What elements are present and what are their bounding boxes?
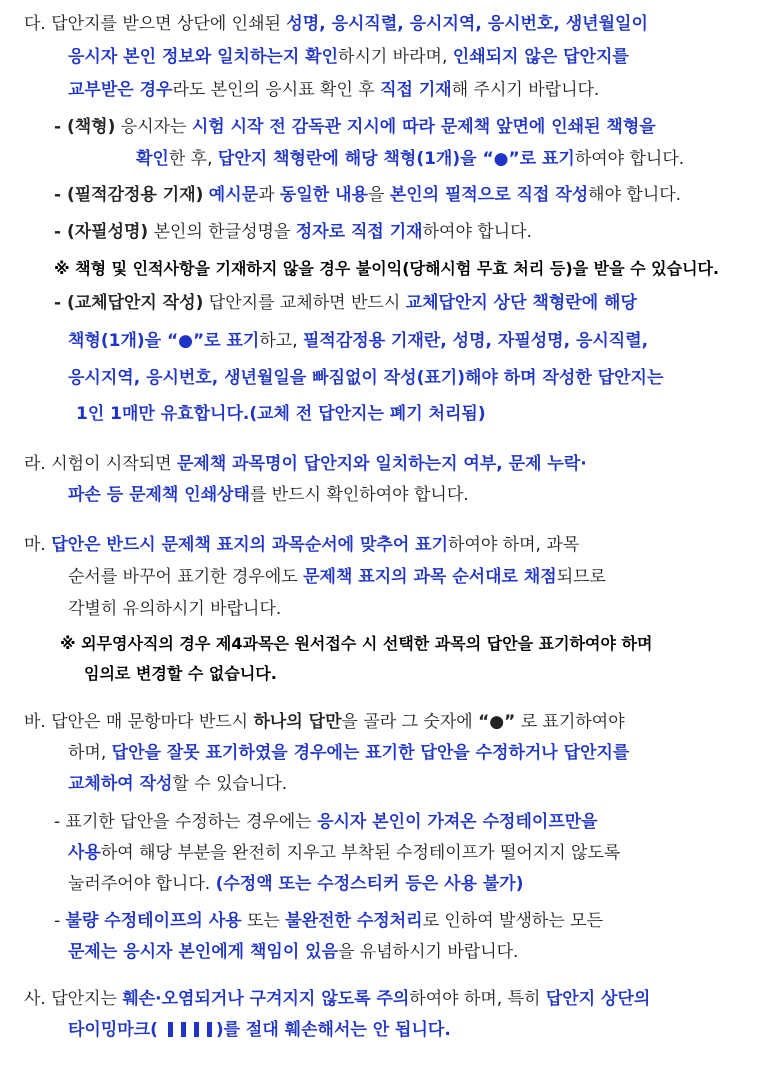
section-ra-line-2: 파손 등 문제책 인쇄상태를 반드시 확인하여야 합니다. bbox=[68, 485, 469, 505]
faulty-tape-item-line-1: - 불량 수정테이프의 사용 또는 불완전한 수정처리로 인하여 발생하는 모든 bbox=[54, 911, 603, 931]
item-marker: - (교체답안지 작성) bbox=[54, 293, 204, 313]
section-marker: 다. bbox=[24, 14, 46, 34]
section-marker: 마. bbox=[24, 535, 46, 555]
section-sa-line-1: 사. 답안지는 훼손·오염되거나 구겨지지 않도록 주의하여야 하며, 특히 답안지 상단의 bbox=[24, 989, 651, 1009]
section-da-line-2: 응시자 본인 정보와 일치하는지 확인하시기 바라며, 인쇄되지 않은 답안지를 bbox=[68, 47, 629, 67]
section-da-line-1: 다. 답안지를 받으면 상단에 인쇄된 성명, 응시직렬, 응시지역, 응시번호, 생년월일이 bbox=[24, 14, 648, 34]
correction-item-line-1: - 표기한 답안을 수정하는 경우에는 응시자 본인이 가져온 수정테이프만을 bbox=[54, 812, 598, 832]
section-ba-line-3: 교체하여 작성할 수 있습니다. bbox=[68, 774, 288, 794]
handwriting-item: - (필적감정용 기재) 예시문과 동일한 내용을 본인의 필적으로 직접 작성해야 합니다. bbox=[54, 185, 682, 205]
replacement-sheet-item-line-3: 응시지역, 응시번호, 생년월일을 빠짐없이 작성(표기)해야 하며 작성한 답안지는 bbox=[68, 368, 664, 388]
replacement-sheet-item-line-1: - (교체답안지 작성) 답안지를 교체하면 반드시 교체답안지 상단 책형란에 해당 bbox=[54, 293, 637, 313]
section-marker: 사. bbox=[24, 989, 46, 1009]
item-marker: - (자필성명) bbox=[54, 222, 149, 242]
section-marker: 라. bbox=[24, 454, 46, 474]
booklet-type-item-line-1: - (책형) 응시자는 시험 시작 전 감독관 지시에 따라 문제책 앞면에 인쇄된 책형을 bbox=[54, 117, 656, 137]
item-marker: - (책형) bbox=[54, 117, 116, 137]
section-sa-line-2: 타이밍마크( )를 절대 훼손해서는 안 됩니다. bbox=[68, 1019, 451, 1043]
item-marker: - (필적감정용 기재) bbox=[54, 185, 204, 205]
replacement-sheet-item-line-2: 책형(1개)을 “●”로 표기하고, 필적감정용 기재란, 성명, 자필성명, 응시직렬, bbox=[68, 331, 649, 351]
correction-item-line-3: 눌러주어야 합니다. (수정액 또는 수정스티커 등은 사용 불가) bbox=[68, 874, 524, 894]
warning-note-1: ※ 책형 및 인적사항을 기재하지 않을 경우 불이익(당해시험 무효 처리 등)을 받을 수 있습니다. bbox=[54, 259, 720, 278]
signature-item: - (자필성명) 본인의 한글성명을 정자로 직접 기재하여야 합니다. bbox=[54, 222, 532, 242]
timing-mark-icon bbox=[164, 1021, 216, 1043]
section-ma-line-1: 마. 답안은 반드시 문제책 표지의 과목순서에 맞추어 표기하여야 하며, 과목 bbox=[24, 535, 580, 555]
warning-note-2-line-1: ※ 외무영사직의 경우 제4과목은 원서접수 시 선택한 과목의 답안을 표기하여야 하며 bbox=[60, 634, 653, 653]
section-ma-line-3: 각별히 유의하시기 바랍니다. bbox=[68, 599, 282, 619]
warning-note-2-line-2: 임의로 변경할 수 없습니다. bbox=[84, 664, 277, 683]
section-marker: 바. bbox=[24, 712, 46, 732]
section-ba-line-1: 바. 답안은 매 문항마다 반드시 하나의 답만을 골라 그 숫자에 “●” 로 표기하여야 bbox=[24, 712, 625, 732]
item-marker: - bbox=[54, 812, 61, 832]
section-ra-line-1: 라. 시험이 시작되면 문제책 과목명이 답안지와 일치하는지 여부, 문제 누락· bbox=[24, 454, 587, 474]
section-da-line-3: 교부받은 경우라도 본인의 응시표 확인 후 직접 기재해 주시기 바랍니다. bbox=[68, 80, 600, 100]
replacement-sheet-item-line-4: 1인 1매만 유효합니다.(교체 전 답안지는 폐기 처리됨) bbox=[76, 404, 486, 424]
correction-item-line-2: 사용하여 해당 부분을 완전히 지우고 부착된 수정테이프가 떨어지지 않도록 bbox=[68, 843, 621, 863]
faulty-tape-item-line-2: 문제는 응시자 본인에게 책임이 있음을 유념하시기 바랍니다. bbox=[68, 942, 519, 962]
item-marker: - bbox=[54, 911, 61, 931]
section-ba-line-2: 하며, 답안을 잘못 표기하였을 경우에는 표기한 답안을 수정하거나 답안지를 bbox=[68, 743, 630, 763]
section-ma-line-2: 순서를 바꾸어 표기한 경우에도 문제책 표지의 과목 순서대로 채점되므로 bbox=[68, 567, 606, 587]
booklet-type-item-line-2: 확인한 후, 답안지 책형란에 해당 책형(1개)을 “●”로 표기하여야 합니다. bbox=[136, 149, 685, 169]
